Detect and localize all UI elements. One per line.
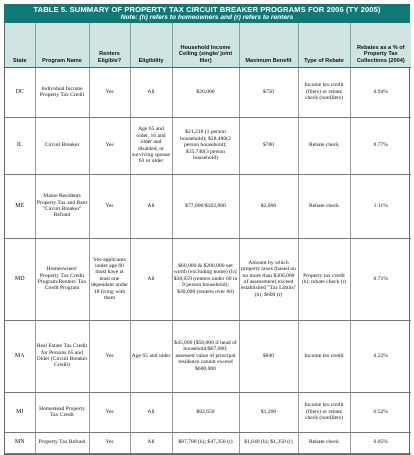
cell-benefit: $700 [239, 117, 298, 174]
col-header-renters: Renters Eligible? [89, 23, 130, 67]
cell-benefit: $1,640 (h); $1,350 (r) [239, 432, 298, 453]
cell-renters: Yes [89, 432, 130, 453]
cell-eligibility: All [130, 174, 172, 238]
col-header-state: State [5, 23, 35, 67]
cell-state: MD [5, 238, 35, 320]
cell-ceiling: $82,650 [172, 392, 239, 432]
table-banner [4, 4, 410, 23]
cell-ceiling: $60,000 & $200,000 net worth (excluding home) (h); $38,659 (renters under 60 in 9 person household); $30,000 (renters over 60) [172, 238, 239, 320]
table-row [5, 320, 411, 392]
cell-state: MI [5, 392, 35, 432]
cell-program: Homestead Property Tax Credit [35, 392, 89, 432]
cell-percent: 6.52% [350, 392, 411, 432]
cell-percent: 0.77% [350, 117, 411, 174]
cell-benefit: $1,200 [239, 392, 298, 432]
cell-renters: Yes [89, 320, 130, 392]
cell-ceiling: $21,218 (1 person household); $28,480(2 person household); $35,740(3 person household) [172, 117, 239, 174]
cell-ceiling: $45,000 ($58,000 if head of household/$67,000; assessed value of principal residence cannot exceed $600,000 [172, 320, 239, 392]
cell-rebate: Rebate check [298, 174, 350, 238]
summary-table-container [4, 4, 410, 455]
cell-percent: 1.11% [350, 174, 411, 238]
header-row [5, 23, 411, 67]
cell-renters: Yes [89, 392, 130, 432]
cell-ceiling: $77,000/$102,000 [172, 174, 239, 238]
cell-program: Maine Residents Property Tax and Rent "Circuit Breaker" Refund [35, 174, 89, 238]
table-row [5, 117, 411, 174]
cell-renters: Yes [89, 117, 130, 174]
col-header-benefit: Maximum Benefit [239, 23, 298, 67]
col-header-rebate: Type of Rebate [298, 23, 350, 67]
table-row [5, 432, 411, 453]
cell-percent: 0.94% [350, 67, 411, 117]
cell-program: Property Tax Refund [35, 432, 89, 453]
cell-state: ME [5, 174, 35, 238]
table-frame [4, 23, 410, 455]
property-tax-table [5, 23, 411, 454]
cell-eligibility: All [130, 432, 172, 453]
cell-eligibility: All [130, 238, 172, 320]
cell-ceiling: $87,780 (h); $47,350 (r) [172, 432, 239, 453]
cell-rebate: Rebate check [298, 432, 350, 453]
table-note: Note: (h) refers to homeowners and (r) refers to renters [120, 14, 294, 21]
cell-percent: 0.22% [350, 320, 411, 392]
cell-benefit: Amount by which property taxes (based on no more than $300,000 of assessment) exceed established "Tax Limits" (h); $600 (r) [239, 238, 298, 320]
cell-state: DC [5, 67, 35, 117]
cell-renters: Yes [89, 67, 130, 117]
cell-eligibility: Age 65 and older, 16 and older and disabled, or surviving spouse 63 or older [130, 117, 172, 174]
cell-rebate: Income tax credit (filers) or rebate check (nonfilers) [298, 392, 350, 432]
cell-ceiling: $20,000 [172, 67, 239, 117]
col-header-percent: Rebates as a % of Property Tax Collections (2004) [350, 23, 411, 67]
cell-benefit: $750 [239, 67, 298, 117]
cell-state: MA [5, 320, 35, 392]
col-header-program: Program Name [35, 23, 89, 67]
cell-program: Individual Income Property Tax Credit [35, 67, 89, 117]
cell-eligibility: All [130, 67, 172, 117]
table-row [5, 392, 411, 432]
table-row [5, 174, 411, 238]
cell-renters: Yes-applicants under age 60 must have at least one dependent under 18 living with them [89, 238, 130, 320]
cell-rebate: Income tax credit (filers) or rebate check (nonfilers) [298, 67, 350, 117]
cell-benefit: $840 [239, 320, 298, 392]
table-title: TABLE 5. SUMMARY OF PROPERTY TAX CIRCUIT BREAKER PROGRAMS FOR 2006 (TY 2005) [33, 5, 381, 14]
cell-percent: 6.05% [350, 432, 411, 453]
cell-rebate: Income tax credit [298, 320, 350, 392]
col-header-ceiling: Household Income Ceiling (single/ joint filer) [172, 23, 239, 67]
cell-eligibility: All [130, 392, 172, 432]
col-header-eligibility: Eligibility [130, 23, 172, 67]
cell-state: MN [5, 432, 35, 453]
cell-rebate: Rebate check [298, 117, 350, 174]
cell-rebate: Property tax credit (h); rebate check (r) [298, 238, 350, 320]
cell-program: Homeowners' Property Tax Credit Program/Renters' Tax Credit Program [35, 238, 89, 320]
cell-state: IL [5, 117, 35, 174]
cell-benefit: $2,000 [239, 174, 298, 238]
cell-renters: Yes [89, 174, 130, 238]
cell-percent: 0.71% [350, 238, 411, 320]
table-row [5, 238, 411, 320]
cell-program: Real Estate Tax Credit for Persons 65 and Older (Circuit Breaker Credit) [35, 320, 89, 392]
table-row [5, 67, 411, 117]
cell-eligibility: Age 65 and older [130, 320, 172, 392]
cell-program: Circuit Breaker [35, 117, 89, 174]
